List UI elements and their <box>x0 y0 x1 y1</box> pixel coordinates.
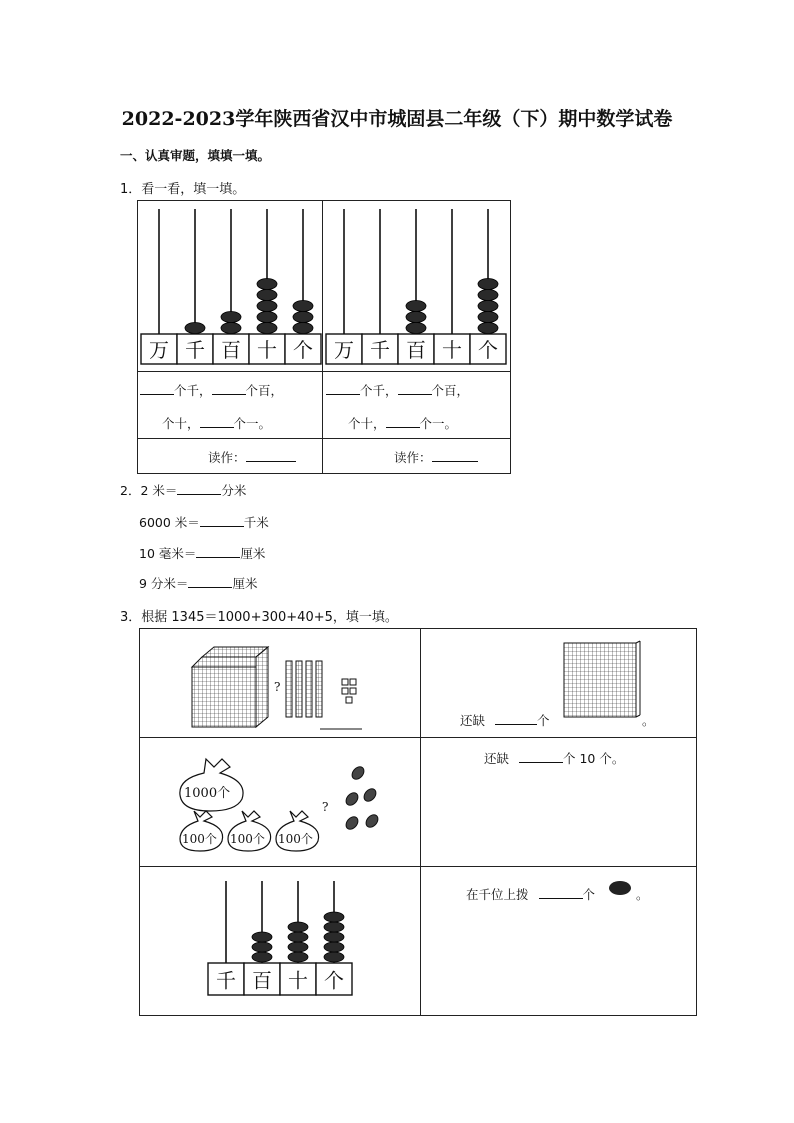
abacus-place-label: 千 <box>185 337 205 362</box>
abacus-bead <box>293 323 313 334</box>
bag-1000-label: 1000个 <box>184 786 231 801</box>
question-1-table <box>137 200 511 474</box>
abacus-bead <box>288 952 308 962</box>
abacus-q3 <box>200 877 360 1001</box>
question-mark-2: ? <box>322 800 329 814</box>
blank-q2-4[interactable] <box>188 575 232 588</box>
bag-100-label-3: 100个 <box>278 832 313 846</box>
abacus-bead <box>257 290 277 301</box>
abacus-place-label: 百 <box>221 337 241 362</box>
abacus-bead <box>324 932 344 942</box>
money-bags-picture <box>176 751 416 859</box>
base-ten-blocks-picture <box>190 645 410 735</box>
question-1-label: 1．看一看，填一填。 <box>120 182 246 197</box>
abacus-bead <box>478 279 498 290</box>
abacus-bead <box>406 323 426 334</box>
question-mark: ? <box>274 680 281 694</box>
abacus-bead <box>478 312 498 323</box>
bead-icon <box>608 879 634 897</box>
blank-hundreds-left[interactable] <box>212 382 246 395</box>
abacus-place-label: 万 <box>334 337 354 362</box>
q1-left-line2: 个十， 个一。 <box>162 416 272 431</box>
q1-left-read: 读作： <box>208 448 296 466</box>
abacus-bead <box>324 952 344 962</box>
blank-thousands-right[interactable] <box>326 382 360 395</box>
hundred-flat-picture <box>560 639 650 723</box>
abacus-bead <box>324 912 344 922</box>
abacus-place-label: 十 <box>257 337 277 362</box>
abacus-bead <box>293 301 313 312</box>
q3-row1-period: 。 <box>642 713 655 728</box>
abacus-place-label: 个 <box>478 337 498 362</box>
abacus-place-label: 百 <box>406 337 426 362</box>
bag-100-label-1: 100个 <box>182 832 217 846</box>
abacus-right <box>323 201 509 371</box>
question-2-item-1: 2．2 米＝ 分米 <box>120 483 247 498</box>
blank-q3-1[interactable] <box>495 712 537 725</box>
abacus-bead <box>288 932 308 942</box>
abacus-bead <box>293 312 313 323</box>
abacus-bead <box>324 922 344 932</box>
abacus-bead <box>221 312 241 323</box>
abacus-bead <box>406 312 426 323</box>
question-3-label: 3．根据 1345＝1000+300+40+5，填一填。 <box>120 610 398 625</box>
blank-q2-2[interactable] <box>200 514 244 527</box>
bag-100-label-2: 100个 <box>230 832 265 846</box>
abacus-place-label: 个 <box>293 337 313 362</box>
abacus-left <box>138 201 322 371</box>
abacus-place-label: 个 <box>324 968 344 993</box>
q1-right-line1: 个千， 个百， <box>326 381 469 399</box>
abacus-place-label: 万 <box>149 337 169 362</box>
q1-left-line1: 个千， 个百， <box>140 381 283 399</box>
blank-thousands-left[interactable] <box>140 382 174 395</box>
blank-q2-1[interactable] <box>177 482 221 495</box>
abacus-bead <box>288 922 308 932</box>
abacus-bead <box>324 942 344 952</box>
q1-right-line2: 个十， 个一。 <box>348 416 458 431</box>
abacus-bead <box>252 942 272 952</box>
blank-q2-3[interactable] <box>196 545 240 558</box>
abacus-bead <box>288 942 308 952</box>
abacus-place-label: 千 <box>216 968 236 993</box>
blank-read-left[interactable] <box>246 449 296 462</box>
abacus-bead <box>257 312 277 323</box>
q3-row1-right-text: 还缺 个 <box>460 713 550 728</box>
abacus-bead <box>257 279 277 290</box>
blank-q3-3[interactable] <box>539 886 583 899</box>
question-2-item-4: 9 分米＝ 厘米 <box>139 576 258 591</box>
abacus-bead <box>478 290 498 301</box>
blank-hundreds-right[interactable] <box>398 382 432 395</box>
question-2-item-3: 10 毫米＝ 厘米 <box>139 546 266 561</box>
question-3-table <box>139 628 697 1016</box>
blank-q3-2[interactable] <box>519 750 563 763</box>
abacus-bead <box>257 323 277 334</box>
question-2-item-2: 6000 米＝ 千米 <box>139 515 269 530</box>
blank-read-right[interactable] <box>432 449 478 462</box>
section-heading: 一、认真审题，填填一填。 <box>120 148 271 163</box>
abacus-bead <box>252 932 272 942</box>
abacus-bead <box>252 952 272 962</box>
blank-ones-left[interactable] <box>200 415 234 428</box>
q1-right-read: 读作： <box>394 448 478 466</box>
q3-row2-right-text: 还缺 个 10 个。 <box>484 751 625 766</box>
q3-row3-period: 。 <box>636 887 649 902</box>
abacus-place-label: 十 <box>442 337 462 362</box>
abacus-place-label: 百 <box>252 968 272 993</box>
abacus-place-label: 十 <box>288 968 308 993</box>
page-title: 2022-2023学年陕西省汉中市城固县二年级（下）期中数学试卷 <box>121 108 673 130</box>
abacus-place-label: 千 <box>370 337 390 362</box>
abacus-bead <box>185 323 205 334</box>
abacus-bead <box>406 301 426 312</box>
abacus-bead <box>478 323 498 334</box>
abacus-bead <box>221 323 241 334</box>
q3-row3-right-text: 在千位上拨 个 <box>466 887 596 902</box>
abacus-bead <box>257 301 277 312</box>
blank-ones-right[interactable] <box>386 415 420 428</box>
abacus-bead <box>478 301 498 312</box>
